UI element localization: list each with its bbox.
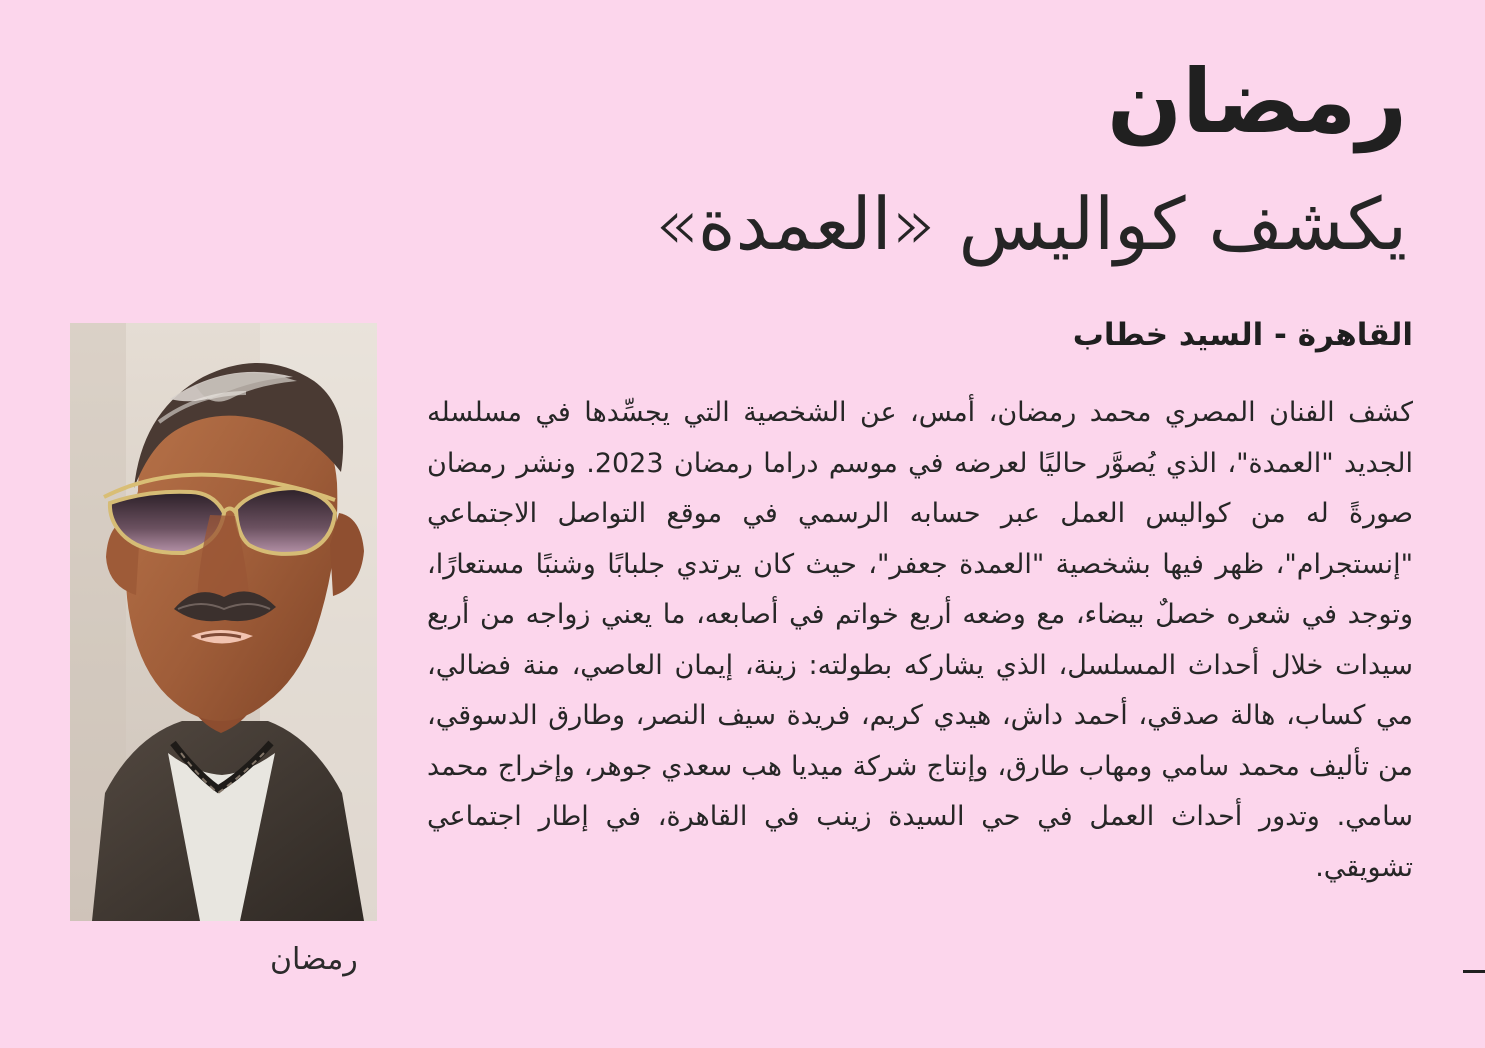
subheadline: يكشف كواليس «العمدة» [653, 182, 1407, 266]
portrait-illustration [70, 323, 377, 921]
portrait-photo [70, 323, 377, 921]
photo-caption: رمضان [270, 942, 358, 977]
headline: رمضان [1106, 50, 1407, 153]
edge-rule [1463, 970, 1485, 973]
article-body: كشف الفنان المصري محمد رمضان، أمس، عن الشخصية التي يجسِّدها في مسلسله الجديد "العمدة"، الذي يُصوَّر حاليًا لعرضه في موسم دراما رمضان 2023. ونشر رمضان صورةً له من كواليس العمل عبر حسابه الرسمي في موقع التواصل الاجتماعي "إنستجرام"، ظهر فيها بشخصية "العمدة جعفر"، حيث كان يرتدي جلبابًا وشنبًا مستعارًا، وتوجد في شعره خصلٌ بيضاء، مع وضعه أربع خواتم في أصابعه، ما يعني زواجه من أربع سيدات خلال أحداث المسلسل، الذي يشاركه بطولته: زينة، إيمان العاصي، منة فضالي، مي كساب، هالة صدقي، أحمد داش، هيدي كريم، فريدة سيف النصر، وطارق الدسوقي، من تأليف محمد سامي ومهاب طارق، وإنتاج شركة ميديا هب سعدي جوهر، وإخراج محمد سامي. وتدور أحداث العمل في حي السيدة زينب في القاهرة، في إطار اجتماعي تشويقي. [427, 397, 1413, 883]
byline: القاهرة - السيد خطاب [1072, 317, 1413, 353]
